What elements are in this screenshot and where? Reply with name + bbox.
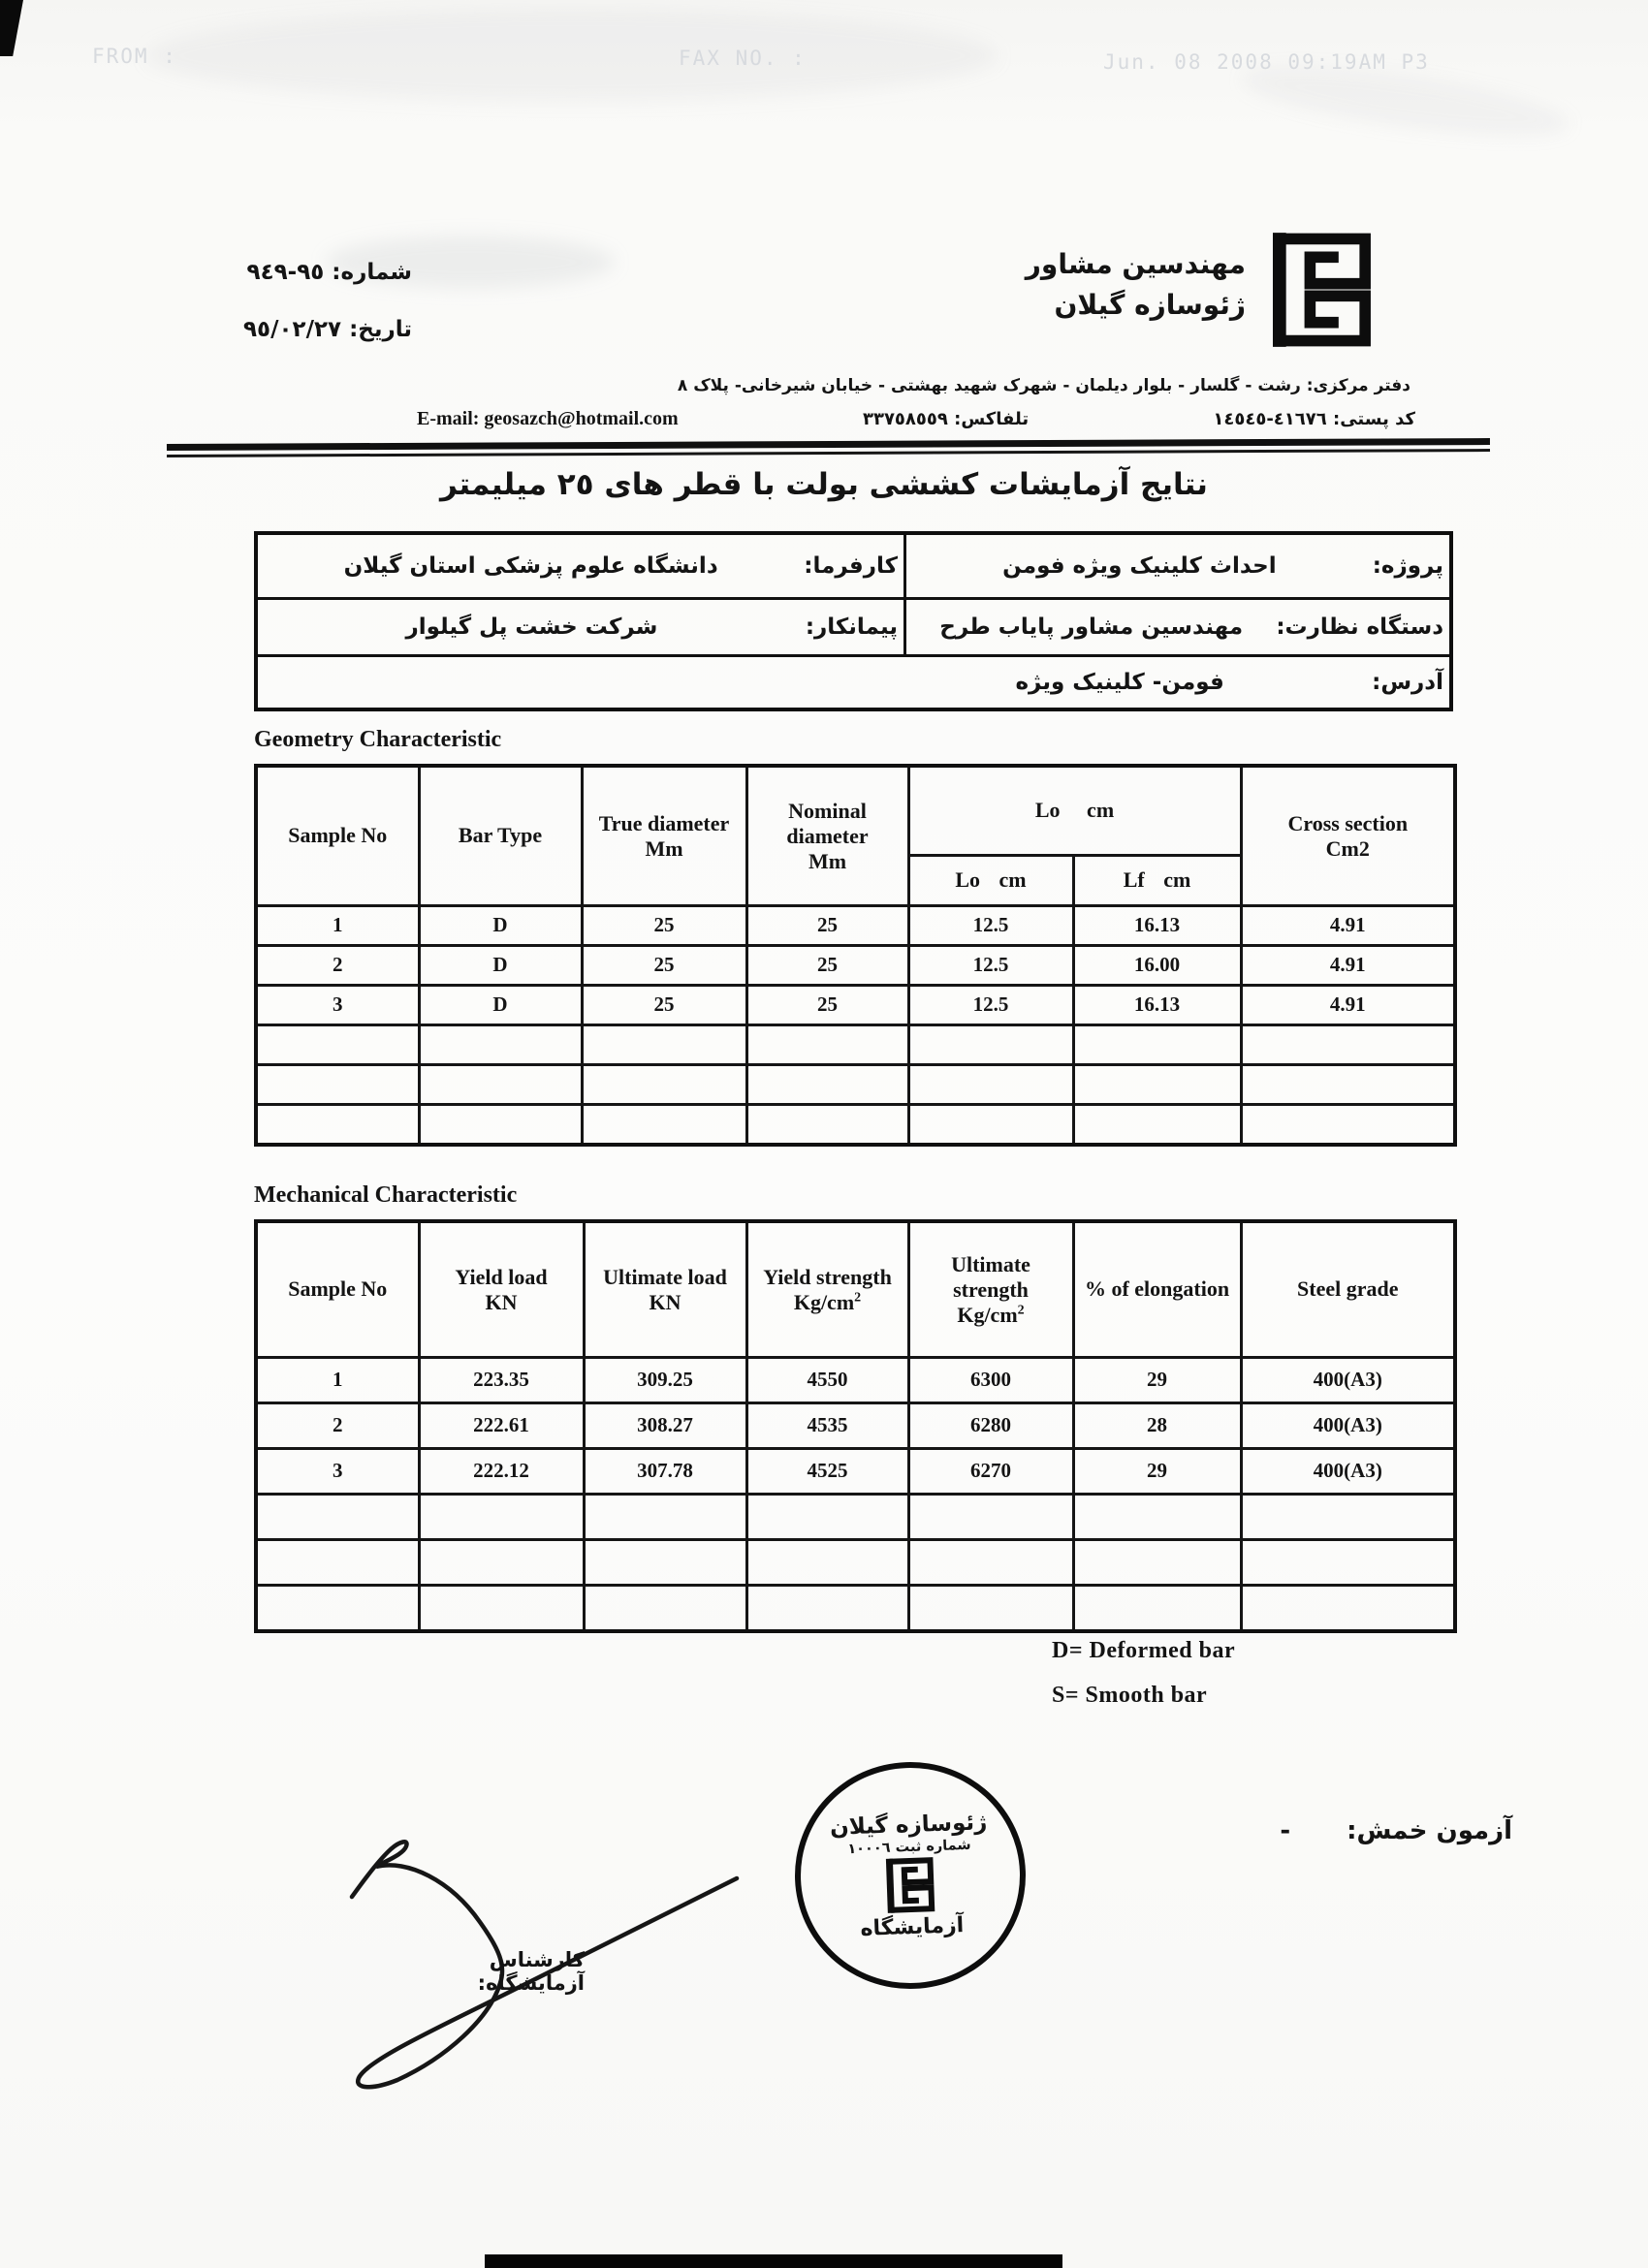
table-cell: 222.61 (419, 1402, 584, 1448)
col-header-yield-strength: Yield strength $Kg/cm^2$ (746, 1221, 908, 1357)
company-logo-icon (1263, 231, 1381, 349)
col-header-nominal-diameter: Nominal diameter Mm (746, 766, 908, 905)
contractor-label: پیمانکار: (805, 614, 898, 640)
table-cell (1241, 1585, 1455, 1631)
bend-test (1202, 1816, 1512, 1845)
col-header-lo-span: Lo cm (908, 766, 1241, 855)
doc-date-label: تاریخ: (349, 316, 412, 342)
table-cell (1073, 1539, 1241, 1585)
project-cell (903, 535, 1449, 597)
supervisor-value: مهندسین مشاور پایاب طرح (939, 614, 1244, 640)
table-cell: D (419, 905, 582, 945)
document-meta (150, 244, 412, 358)
col-header-cross-section: Cross section Cm2 (1241, 766, 1455, 905)
table-cell (419, 1494, 584, 1539)
table-cell: 223.35 (419, 1357, 584, 1402)
table-row (256, 985, 1455, 1024)
mechanical-heading: Mechanical Characteristic (254, 1182, 518, 1208)
scan-artifact-corner (0, 0, 23, 56)
table-cell: 29 (1073, 1357, 1241, 1402)
unit-cm2: Cm2 (1325, 836, 1370, 862)
col-header-steel-grade: Steel grade (1241, 1221, 1455, 1357)
postal-label: کد پستی: (1333, 409, 1415, 429)
project-label: پروژه: (1372, 553, 1443, 579)
table-cell (1073, 1104, 1241, 1145)
table-cell (1241, 1539, 1455, 1585)
table-cell: 25 (746, 945, 908, 985)
table-cell: 12.5 (908, 945, 1073, 985)
mechanical-table-body (256, 1357, 1455, 1631)
table-cell (582, 1064, 746, 1104)
table-row (256, 1448, 1455, 1494)
table-cell: 2 (256, 945, 419, 985)
head-office-address: دفتر مرکزی: رشت - گلسار - بلوار دیلمان - شهرک شهید بهشتی - خیابان شیرخانی- پلاک ٨ (677, 376, 1410, 395)
table-cell (419, 1104, 582, 1145)
table-cell (1241, 1024, 1455, 1064)
unit-mm: Mm (645, 836, 683, 862)
site-address-label: آدرس: (1372, 670, 1443, 695)
company-name (955, 244, 1246, 326)
table-cell: 4.91 (1241, 945, 1455, 985)
note-smooth-bar: S= Smooth bar (1052, 1683, 1208, 1708)
doc-number-line (150, 244, 412, 301)
table-cell: 16.00 (1073, 945, 1241, 985)
table-cell: 4550 (746, 1357, 908, 1402)
table-row (256, 1539, 1455, 1585)
table-cell: 400(A3) (1241, 1448, 1455, 1494)
table-cell: 28 (1073, 1402, 1241, 1448)
unit-mm: Mm (808, 849, 847, 874)
signature-label: کارشناس آزمایشگاه: (477, 1948, 585, 1995)
table-cell (419, 1024, 582, 1064)
table-cell: 25 (582, 945, 746, 985)
unit-kg-cm2: $Kg/cm^2$ (793, 1290, 862, 1315)
table-cell (1073, 1585, 1241, 1631)
table-cell: 222.12 (419, 1448, 584, 1494)
table-row (256, 905, 1455, 945)
project-value: احداث کلینیک ویژه فومن (1002, 553, 1277, 579)
table-cell (256, 1104, 419, 1145)
separator-rule (167, 438, 1490, 457)
table-cell (1073, 1024, 1241, 1064)
client-cell (258, 535, 903, 597)
unit-kg-cm2: $Kg/cm^2$ (957, 1303, 1025, 1328)
table-cell (908, 1585, 1073, 1631)
table-cell (746, 1494, 908, 1539)
client-label: کارفرما: (804, 553, 898, 579)
table-cell (1241, 1494, 1455, 1539)
table-cell: 4535 (746, 1402, 908, 1448)
table-cell: 4.91 (1241, 905, 1455, 945)
table-cell (1241, 1104, 1455, 1145)
table-cell: 1 (256, 905, 419, 945)
postal-value: ٤١٦٧٦-١٤٥٤٥ (1213, 409, 1327, 429)
table-cell (1241, 1064, 1455, 1104)
client-value: دانشگاه علوم پزشکی استان گیلان (343, 553, 718, 579)
geometry-heading: Geometry Characteristic (254, 727, 502, 752)
col-header-bar-type: Bar Type (419, 766, 582, 905)
telefax-label: تلفاکس: (954, 409, 1030, 429)
table-cell: 3 (256, 1448, 419, 1494)
table-cell: 16.13 (1073, 905, 1241, 945)
report-title: نتایج آزمایشات کششی بولت با قطر های ٢٥ میلیمتر (440, 467, 1208, 502)
col-header-ultimate-load: Ultimate load KN (584, 1221, 746, 1357)
table-cell: 25 (582, 985, 746, 1024)
table-cell: 3 (256, 985, 419, 1024)
project-info-row (258, 535, 1449, 600)
supervisor-cell (903, 600, 1449, 654)
bend-test-value: - (1280, 1816, 1291, 1845)
table-cell: D (419, 945, 582, 985)
site-address-value: فومن- کلینیک ویژه (1015, 670, 1224, 695)
table-cell (746, 1585, 908, 1631)
table-cell (908, 1104, 1073, 1145)
table-row (256, 1402, 1455, 1448)
telefax-value: ٣٣٧٥٨٥٥٩ (862, 409, 948, 429)
unit-kn: KN (485, 1290, 518, 1315)
table-cell: 2 (256, 1402, 419, 1448)
table-cell: 16.13 (1073, 985, 1241, 1024)
geometry-table-body (256, 905, 1455, 1145)
table-cell: 25 (746, 985, 908, 1024)
col-header-sample-no: Sample No (256, 766, 419, 905)
postal-code (1213, 409, 1415, 429)
table-cell (908, 1494, 1073, 1539)
col-header-lo: Lo cm (908, 855, 1073, 905)
table-cell (582, 1104, 746, 1145)
table-row (256, 1024, 1455, 1064)
table-cell: 12.5 (908, 985, 1073, 1024)
stamp-registration-number: شماره ثبت ١٠٠٠٦ (847, 1837, 971, 1857)
col-header-lf: Lf cm (1073, 855, 1241, 905)
table-cell: 400(A3) (1241, 1402, 1455, 1448)
geometry-table (254, 764, 1457, 1147)
table-row (256, 1494, 1455, 1539)
table-cell: 25 (746, 905, 908, 945)
fax-number-label: FAX NO. : (679, 47, 807, 70)
supervisor-label: دستگاه نظارت: (1276, 614, 1443, 640)
project-info-table (254, 531, 1453, 711)
table-cell (584, 1494, 746, 1539)
project-info-row (258, 600, 1449, 657)
col-header-elongation: % of elongation (1073, 1221, 1241, 1357)
table-cell (256, 1494, 419, 1539)
table-cell (908, 1539, 1073, 1585)
project-info-row (258, 657, 1449, 708)
contractor-cell (258, 600, 903, 654)
table-cell (419, 1585, 584, 1631)
table-cell: 29 (1073, 1448, 1241, 1494)
table-cell (746, 1024, 908, 1064)
table-cell (419, 1539, 584, 1585)
stamp-logo-icon (881, 1855, 939, 1913)
table-cell: 309.25 (584, 1357, 746, 1402)
table-cell (746, 1064, 908, 1104)
doc-number-value: ٩٥-٩٤٩ (246, 260, 325, 285)
table-cell: 308.27 (584, 1402, 746, 1448)
table-row (256, 1104, 1455, 1145)
table-cell (746, 1104, 908, 1145)
bend-test-label: آزمون خمش: (1347, 1816, 1512, 1845)
contact-line (417, 408, 1415, 430)
table-cell (419, 1064, 582, 1104)
col-header-true-diameter: True diameter Mm (582, 766, 746, 905)
table-cell: 6300 (908, 1357, 1073, 1402)
table-row (256, 1357, 1455, 1402)
table-cell (584, 1539, 746, 1585)
fax-timestamp: Jun. 08 2008 09:19AM P3 (1103, 50, 1430, 74)
contractor-value: شرکت خشت پل گیلوار (405, 614, 658, 640)
table-cell: 6270 (908, 1448, 1073, 1494)
table-cell: D (419, 985, 582, 1024)
table-cell (256, 1585, 419, 1631)
note-deformed-bar: D= Deformed bar (1052, 1638, 1236, 1663)
stamp-lab-text: آزمایشگاه (860, 1912, 965, 1941)
scan-artifact-bottom-bar (485, 2254, 1062, 2268)
col-header-sample-no: Sample No (256, 1221, 419, 1357)
col-header-yield-load: Yield load KN (419, 1221, 584, 1357)
lab-stamp (791, 1758, 1030, 1993)
table-cell (1073, 1494, 1241, 1539)
table-row (256, 1585, 1455, 1631)
table-cell (908, 1024, 1073, 1064)
table-cell: 12.5 (908, 905, 1073, 945)
table-cell (256, 1024, 419, 1064)
stamp-company-name: ژئوسازه گیلان (829, 1809, 988, 1841)
doc-number-label: شماره: (332, 260, 412, 285)
email-text: E-mail: geosazch@hotmail.com (417, 408, 679, 429)
table-cell (584, 1585, 746, 1631)
scan-artifact (145, 10, 998, 102)
doc-date-line (150, 301, 412, 359)
table-row (256, 1064, 1455, 1104)
table-cell (746, 1539, 908, 1585)
table-cell (1073, 1064, 1241, 1104)
company-name-line2: ژئوسازه گیلان (1054, 289, 1246, 321)
doc-date-value: ٩٥/٠٢/٢٧ (243, 316, 342, 342)
fax-from-label: FROM : (92, 45, 177, 68)
table-cell: 400(A3) (1241, 1357, 1455, 1402)
table-cell (256, 1539, 419, 1585)
mechanical-table (254, 1219, 1457, 1633)
table-cell: 307.78 (584, 1448, 746, 1494)
table-cell (256, 1064, 419, 1104)
table-cell: 1 (256, 1357, 419, 1402)
table-cell: 6280 (908, 1402, 1073, 1448)
table-cell: 4525 (746, 1448, 908, 1494)
col-header-ultimate-strength: Ultimate strength $Kg/cm^2$ (908, 1221, 1073, 1357)
company-name-line1: مهندسین مشاور (1025, 248, 1246, 280)
table-cell: 4.91 (1241, 985, 1455, 1024)
table-row (256, 945, 1455, 985)
telefax (863, 409, 1029, 429)
unit-kn: KN (649, 1290, 681, 1315)
table-cell: 25 (582, 905, 746, 945)
table-cell (582, 1024, 746, 1064)
table-cell (908, 1064, 1073, 1104)
